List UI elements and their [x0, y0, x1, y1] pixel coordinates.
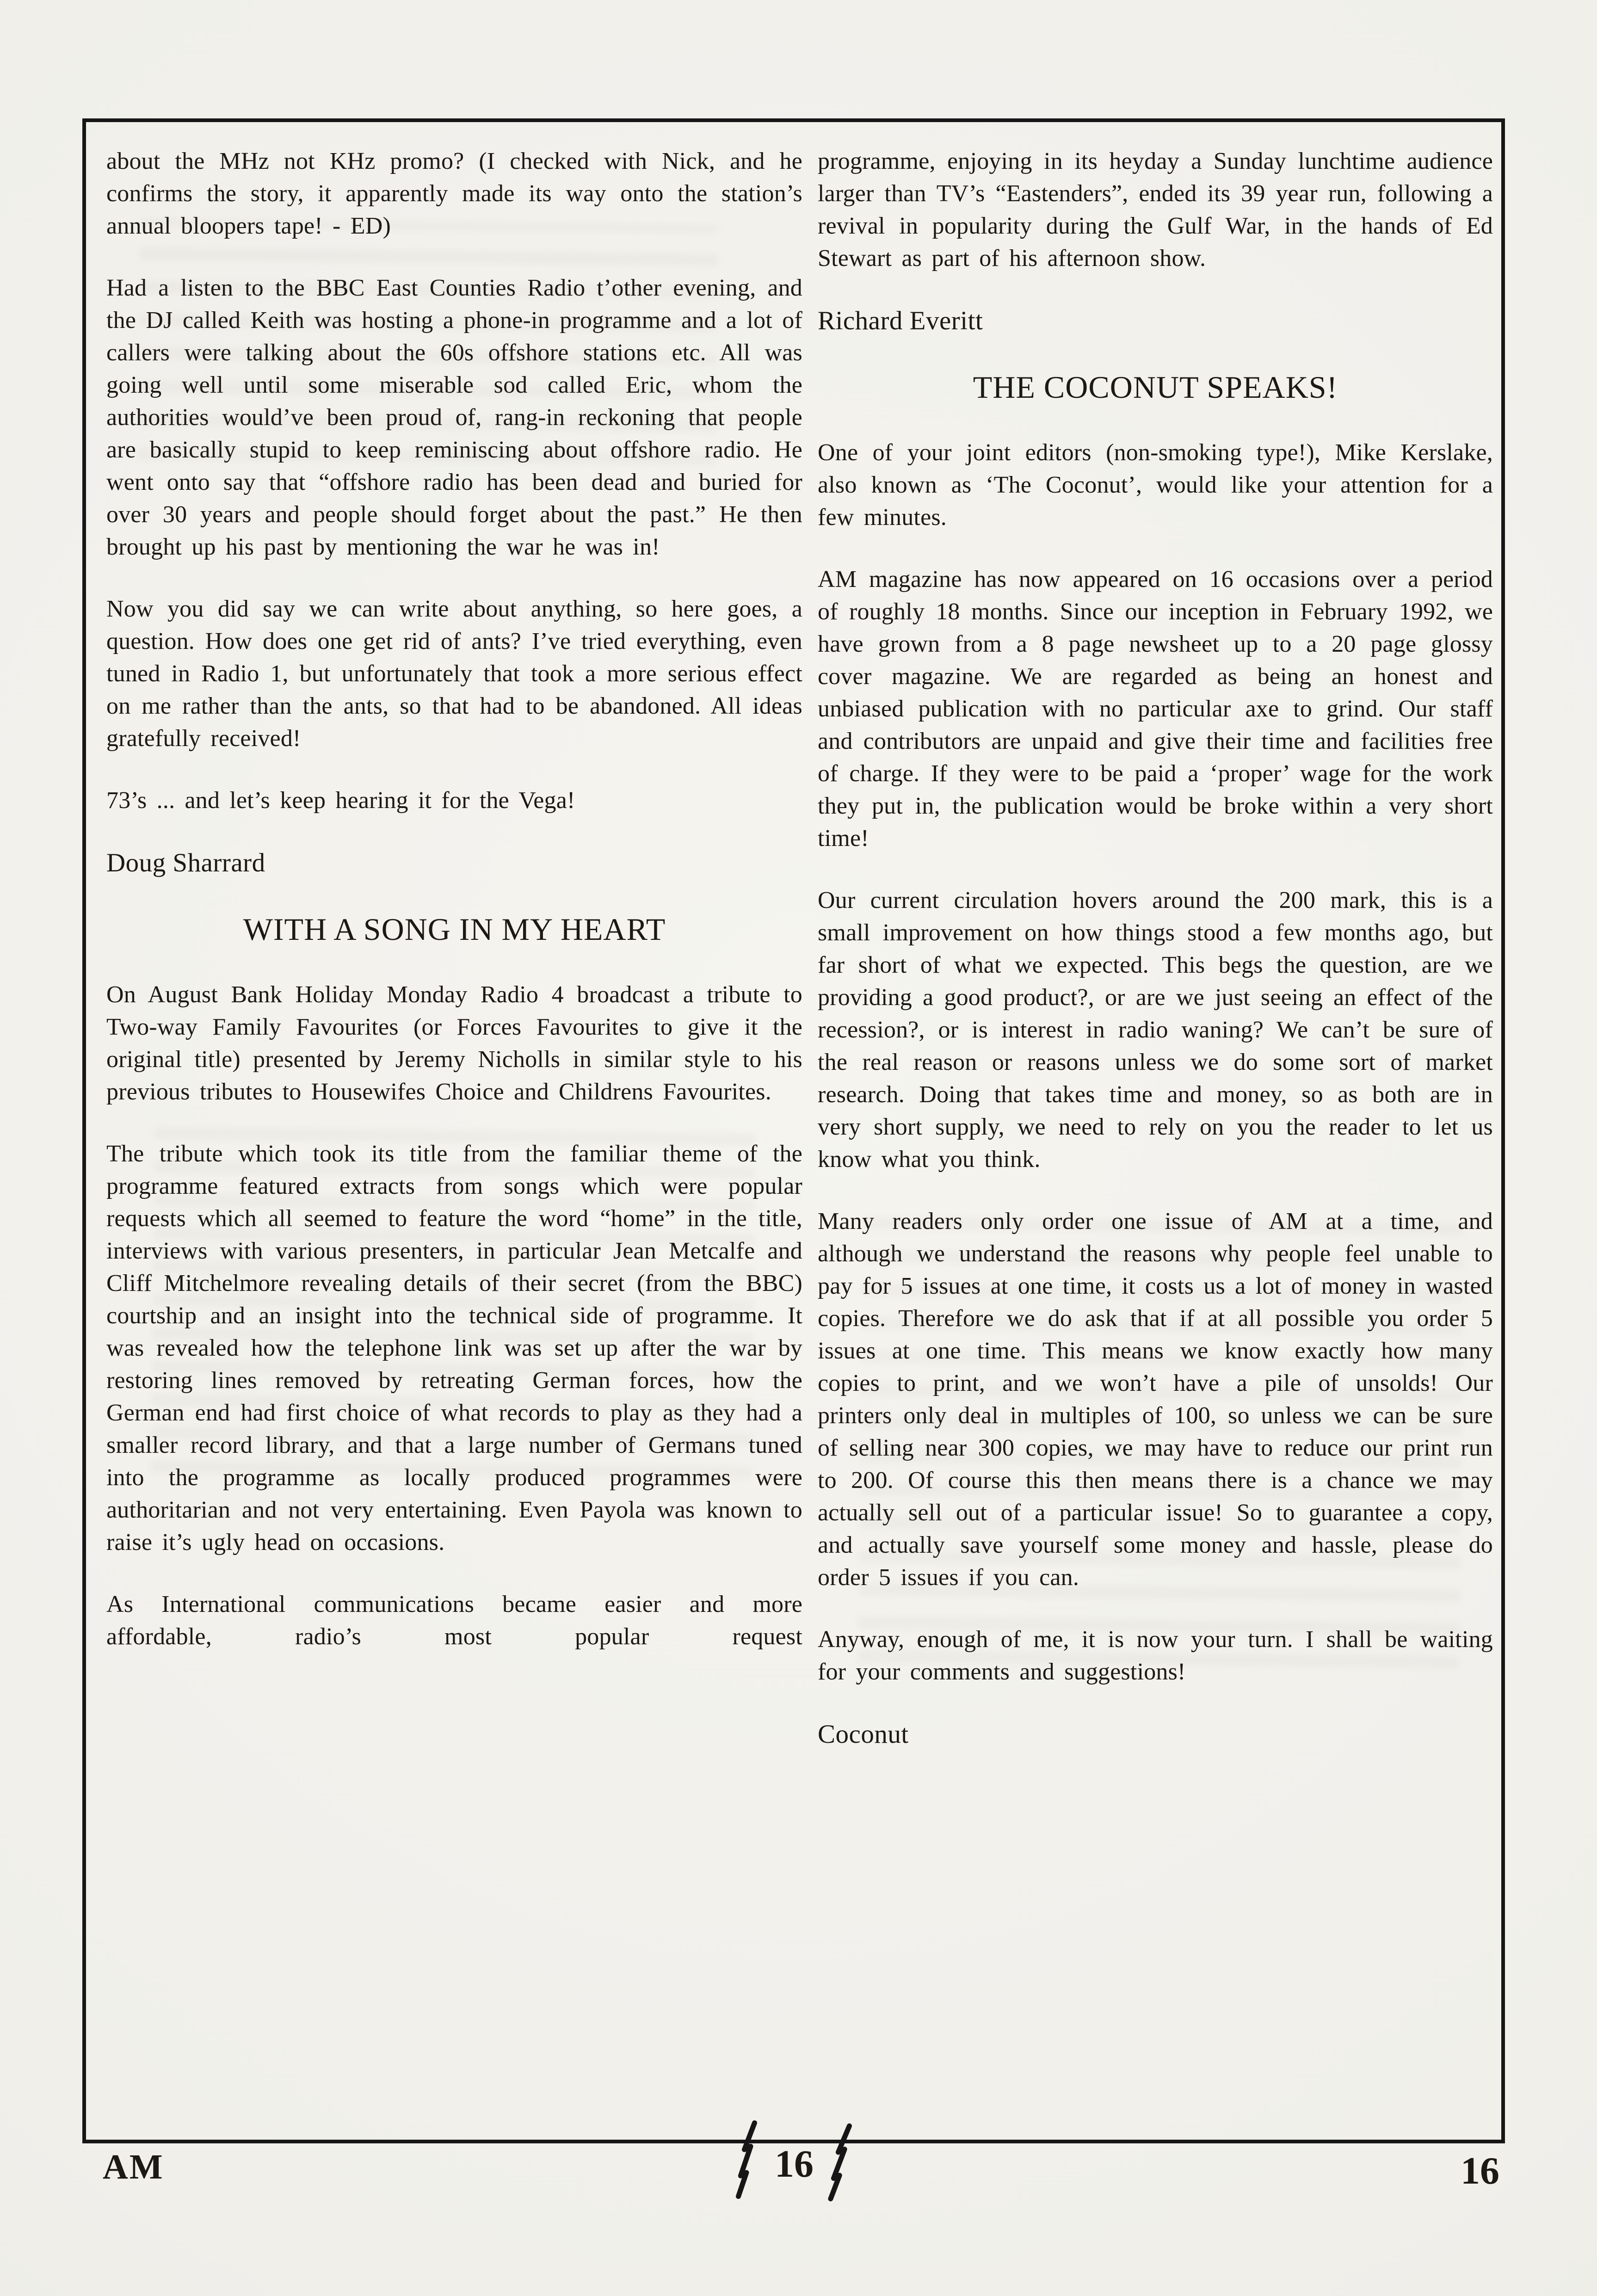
article-paragraph: Anyway, enough of me, it is now your turn. I shall be waiting for your comments and suggestions!	[818, 1626, 1493, 1685]
heading-with-a-song-in-my-heart: WITH A SONG IN MY HEART	[243, 912, 666, 947]
heading-the-coconut-speaks: THE COCONUT SPEAKS!	[973, 370, 1338, 405]
article-paragraph-continued: programme, enjoying in its heyday a Sunday lunchtime audience larger than TV’s “Eastenders”, ended its 39 year run, following a revival in popularity during the Gulf War, in the hands of Ed Stewart as part of his afternoon show.	[818, 148, 1493, 272]
lightning-bolt-icon	[825, 2123, 857, 2202]
footer-magazine-title: AM	[103, 2148, 164, 2186]
article-paragraph: Our current circulation hovers around the 200 mark, this is a small improvement on how things stood a few months ago, but far short of what we expected. This begs the question, are we providing a good product?, or are we just seeing an effect of the recession?, or is interest in radio waning? We can’t be sure of the real reason or reasons unless we do some sort of market research. Doing that takes time and money, so as both are in very short supply, we need to rely on you the reader to let us know what you think.	[818, 887, 1493, 1173]
footer-page-number-right: 16	[1461, 2149, 1499, 2192]
right-column	[818, 145, 1493, 1781]
byline-doug-sharrard: Doug Sharrard	[106, 848, 265, 877]
byline-richard-everitt: Richard Everitt	[818, 306, 983, 335]
page-border-frame	[82, 118, 1505, 2143]
article-paragraph: Had a listen to the BBC East Counties Radio t’other evening, and the DJ called Keith was hosting a phone-in programme and a lot of callers were talking about the 60s offshore stations etc. All was going well until some miserable sod called Eric, whom the authorities would’ve been proud of, rang-in reckoning that people are basically stupid to keep reminiscing about offshore radio. He went onto say that “offshore radio has been dead and buried for over 30 years and people should forget about the past.” He then brought up his past by mentioning the war he was in!	[106, 275, 802, 560]
article-paragraph: Many readers only order one issue of AM at a time, and although we understand the reasons why people feel unable to pay for 5 issues at one time, it costs us a lot of money in wasted copies. Therefore we do ask that if at all possible you order 5 issues at one time. This means we know exactly how many copies to print, and we won’t have a pile of unsolds! Our printers only deal in multiples of 100, so unless we can be sure of selling near 300 copies, we may have to reduce our print run to 200. Of course this then means there is a chance we may actually sell out of a particular issue! So to guarantee a copy, and actually save yourself some money and hassle, please do order 5 issues if you can.	[818, 1208, 1493, 1591]
article-paragraph: Now you did say we can write about anything, so here goes, a question. How does one get rid of ants? I’ve tried everything, even tuned in Radio 1, but unfortunately that took a more serious effect on me rather than the ants, so that had to be abandoned. All ideas gratefully received!	[106, 596, 802, 752]
article-paragraph: about the MHz not KHz promo? (I checked with Nick, and he confirms the story, it apparently made its way onto the station’s annual bloopers tape! - ED)	[106, 148, 802, 239]
byline-coconut: Coconut	[818, 1720, 909, 1749]
lightning-bolt-icon	[730, 2120, 765, 2199]
article-paragraph: AM magazine has now appeared on 16 occasions over a period of roughly 18 months. Since our inception in February 1992, we have grown from a 8 page newsheet up to a 20 page glossy cover magazine. We are regarded as being an honest and unbiased publication with no particular axe to grind. Our staff and contributors are unpaid and give their time and facilities free of charge. If they were to be paid a ‘proper’ wage for the work they put in, the publication would be broke within a very short time!	[818, 566, 1493, 852]
left-column	[106, 145, 802, 1683]
footer-page-number-center: 16	[775, 2142, 814, 2185]
article-paragraph: One of your joint editors (non-smoking type!), Mike Kerslake, also known as ‘The Coconut’, would like your attention for a few minutes.	[818, 439, 1493, 531]
article-paragraph: 73’s ... and let’s keep hearing it for the Vega!	[106, 787, 575, 814]
article-paragraph: On August Bank Holiday Monday Radio 4 broadcast a tribute to Two-way Family Favourites (or Forces Favourites to give it the original title) presented by Jeremy Nicholls in similar style to his previous tributes to Housewifes Choice and Childrens Favourites.	[106, 981, 802, 1105]
article-paragraph: The tribute which took its title from the familiar theme of the programme featured extracts from songs which were popular requests which all seemed to feature the word “home” in the title, interviews with various presenters, in particular Jean Metcalfe and Cliff Mitchelmore revealing details of their secret (from the BBC) courtship and an insight into the technical side of programme. It was revealed how the telephone link was set up after the war by restoring lines removed by retreating German forces, how the German end had first choice of what records to play as they had a smaller record library, and that a large number of Germans tuned into the programme as locally produced programmes were authoritarian and not very entertaining. Even Payola was known to raise it’s ugly head on occasions.	[106, 1141, 802, 1555]
footer-page-marker	[733, 2121, 855, 2198]
article-paragraph-continued: As International communications became easier and more affordable, radio’s most popular request	[106, 1591, 802, 1650]
